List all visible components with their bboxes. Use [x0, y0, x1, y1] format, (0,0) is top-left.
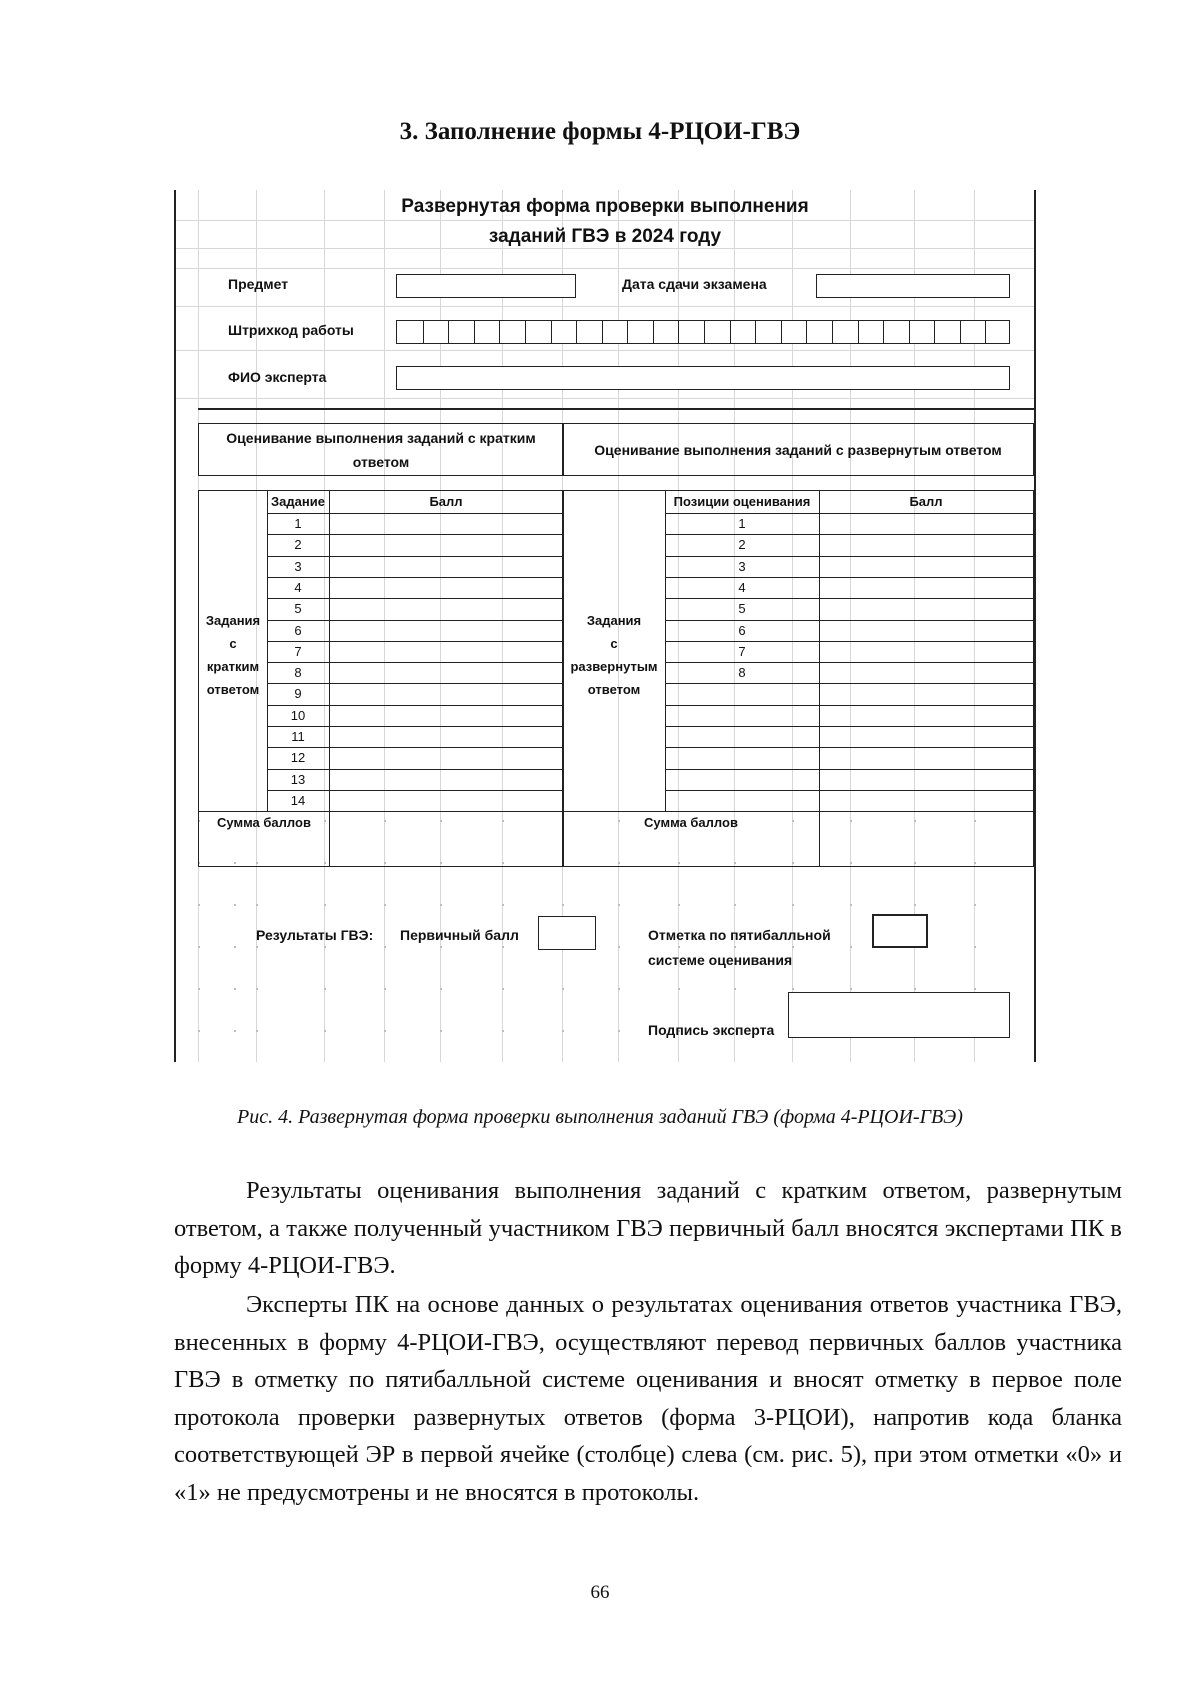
expert-name-label: ФИО эксперта [228, 369, 327, 385]
short-row-number: 7 [294, 643, 302, 659]
short-row-line [267, 641, 563, 642]
grid-dot [850, 904, 852, 906]
barcode-cell-divider [474, 321, 475, 343]
form-right-border [1034, 190, 1036, 1062]
short-row-line [267, 683, 563, 684]
grid-dot [974, 988, 976, 990]
group-label-line: ответом [587, 682, 641, 697]
long-row-number: 3 [738, 558, 746, 574]
barcode-cell-divider [755, 321, 756, 343]
short-row-line [267, 705, 563, 706]
signature-field[interactable] [788, 992, 1010, 1038]
short-col-score-header: Балл [429, 494, 463, 509]
grid-dot [562, 988, 564, 990]
long-row-line [665, 769, 1033, 770]
long-row-number: 8 [738, 665, 746, 681]
short-row-line [267, 747, 563, 748]
grid-dot [384, 1030, 386, 1032]
long-row-line [665, 534, 1033, 535]
grid-dot [850, 946, 852, 948]
grade-label-line2: системе оценивания [648, 952, 793, 968]
barcode-cell-divider [781, 321, 782, 343]
grid-dot [618, 946, 620, 948]
short-row-line [267, 577, 563, 578]
page-number: 66 [590, 1582, 610, 1603]
paragraph-2: Эксперты ПК на основе данных о результатах оценивания ответов участника ГВЭ, внесенных в форму 4-РЦОИ-ГВЭ, осуществляют перевод первичных баллов участника ГВЭ в отметку по пятибалльной системе оценивания и вносят отметку в первое поле протокола проверки развернутых ответов (форма 3-РЦОИ), напротив кода бланка соответствующей ЭР в первой ячейке (столбце) слева (см. рис. 5), при этом отметки «0» и «1» не предусмотрены и не вносятся в протоколы. [174, 1291, 1122, 1506]
short-row-line [267, 662, 563, 663]
grid-dot [440, 1030, 442, 1032]
long-row-number: 6 [738, 622, 746, 638]
grid-dot [734, 946, 736, 948]
group-label-line: с [610, 636, 618, 651]
long-answer-section-title [562, 423, 1034, 476]
exam-date-field[interactable] [816, 274, 1010, 298]
long-row-number: 1 [738, 516, 746, 531]
long-row-number: 5 [738, 601, 746, 617]
figure-caption: Рис. 4. Развернутая форма проверки выполнения заданий ГВЭ (форма 4-РЦОИ-ГВЭ) [237, 1106, 963, 1128]
short-group-label [199, 609, 267, 701]
barcode-cell-divider [602, 321, 603, 343]
paragraph-1: Результаты оценивания выполнения заданий с кратким ответом, развернутым ответом, а также полученный участником ГВЭ первичный балл вносятся экспертами ПК в форму 4-РЦОИ-ГВЭ. [174, 1177, 1122, 1279]
grade-field[interactable] [872, 914, 928, 948]
long-row-line [665, 790, 1033, 791]
grid-dot [502, 1030, 504, 1032]
long-row-line [665, 747, 1033, 748]
grid-dot [324, 904, 326, 906]
barcode-cell-divider [858, 321, 859, 343]
group-label-line: Задания [586, 613, 642, 628]
barcode-cell-divider [883, 321, 884, 343]
long-row-line [665, 705, 1033, 706]
grid-dot [324, 946, 326, 948]
grid-dot [792, 904, 794, 906]
short-row-number: 12 [290, 750, 306, 766]
primary-score-field[interactable] [538, 916, 596, 950]
short-row-line [267, 598, 563, 599]
grid-dot [234, 904, 236, 906]
short-task-col-divider [329, 491, 330, 866]
barcode-cell-divider [448, 321, 449, 343]
grid-dot [234, 1030, 236, 1032]
grid-dot [618, 904, 620, 906]
long-col-score-header: Балл [909, 494, 943, 509]
grid-row-line [174, 306, 1036, 307]
grid-dot [502, 988, 504, 990]
form-title-line2: заданий ГВЭ в 2024 году [488, 226, 722, 247]
grid-dot [440, 904, 442, 906]
long-col-position-header: Позиции оценивания [673, 494, 811, 509]
short-row-number: 6 [294, 622, 302, 638]
long-sum-label: Сумма баллов [644, 815, 738, 831]
short-col-task-header: Задание [271, 494, 325, 509]
barcode-field[interactable] [396, 320, 1010, 344]
long-row-number: 7 [738, 643, 746, 659]
barcode-cell-divider [832, 321, 833, 343]
barcode-cell-divider [934, 321, 935, 343]
barcode-cell-divider [499, 321, 500, 343]
long-row-line [665, 598, 1033, 599]
grid-row-line [174, 220, 1036, 221]
group-label-line: ответом [206, 682, 260, 697]
grid-dot [678, 988, 680, 990]
group-label-line: Задания [205, 613, 261, 628]
grid-dot [618, 1030, 620, 1032]
grid-dot [974, 904, 976, 906]
signature-label: Подпись эксперта [648, 1022, 775, 1038]
grid-dot [256, 988, 258, 990]
grid-dot [974, 946, 976, 948]
grid-dot [562, 1030, 564, 1032]
short-row-number: 1 [294, 516, 302, 531]
barcode-cell-divider [551, 321, 552, 343]
long-row-number: 2 [738, 537, 746, 553]
grid-dot [234, 988, 236, 990]
short-row-number: 13 [290, 771, 306, 787]
short-row-number: 9 [294, 686, 302, 702]
barcode-cell-divider [985, 321, 986, 343]
barcode-cell-divider [653, 321, 654, 343]
grid-row-line [174, 268, 1036, 269]
short-row-line [267, 769, 563, 770]
grid-dot [198, 904, 200, 906]
short-row-number: 10 [290, 707, 306, 723]
group-label-line: кратким [206, 659, 260, 674]
form-title-line1: Развернутая форма проверки выполнения [401, 196, 809, 217]
grid-dot [562, 904, 564, 906]
short-sum-line [199, 811, 563, 812]
grid-dot [734, 904, 736, 906]
grid-row-line [174, 248, 1036, 249]
short-header-line [267, 513, 563, 514]
grid-dot [384, 904, 386, 906]
section-heading: 3. Заполнение формы 4-РЦОИ-ГВЭ [399, 118, 801, 145]
grid-dot [792, 988, 794, 990]
barcode-label: Штрихкод работы [228, 322, 354, 338]
form-left-border [174, 190, 176, 1062]
form-4-rcoi-gve [174, 190, 1036, 1062]
primary-score-label: Первичный балл [400, 927, 519, 943]
grid-dot [256, 904, 258, 906]
grid-dot [384, 988, 386, 990]
barcode-cell-divider [525, 321, 526, 343]
short-row-number: 4 [294, 579, 302, 595]
short-row-number: 2 [294, 537, 302, 553]
grid-dot [734, 988, 736, 990]
short-sum-label: Сумма баллов [217, 815, 311, 831]
short-row-line [267, 726, 563, 727]
results-label: Результаты ГВЭ: [256, 927, 374, 943]
grid-dot [678, 946, 680, 948]
grid-dot [198, 946, 200, 948]
short-row-line [267, 620, 563, 621]
grid-row-line [174, 398, 1036, 399]
barcode-cell-divider [423, 321, 424, 343]
long-position-col-divider [819, 491, 820, 866]
barcode-cell-divider [909, 321, 910, 343]
grid-dot [384, 946, 386, 948]
grid-dot [850, 988, 852, 990]
long-row-line [665, 556, 1033, 557]
short-row-number: 8 [294, 665, 302, 681]
grid-dot [324, 1030, 326, 1032]
grid-dot [198, 1030, 200, 1032]
grid-dot [234, 946, 236, 948]
barcode-cell-divider [730, 321, 731, 343]
expert-name-field[interactable] [396, 366, 1010, 390]
long-row-line [665, 726, 1033, 727]
long-row-line [665, 662, 1033, 663]
short-row-line [267, 534, 563, 535]
long-answer-table [562, 490, 1034, 867]
grid-dot [256, 946, 258, 948]
short-answer-table [198, 490, 564, 867]
long-sum-line [563, 811, 1033, 812]
long-row-number: 4 [738, 579, 746, 595]
short-answer-section-text: Оценивание выполнения заданий с кратким ответом [226, 429, 536, 470]
barcode-cell-divider [806, 321, 807, 343]
barcode-cell-divider [704, 321, 705, 343]
group-label-line: развернутым [570, 659, 658, 674]
grid-dot [502, 946, 504, 948]
barcode-cell-divider [960, 321, 961, 343]
form-divider [198, 408, 1034, 410]
grid-dot [618, 988, 620, 990]
grid-dot [792, 946, 794, 948]
short-row-number: 14 [290, 792, 306, 808]
long-answer-section-text: Оценивание выполнения заданий с развернутым ответом [594, 441, 1002, 458]
long-group-label [563, 609, 665, 701]
short-answer-section-title [198, 423, 564, 476]
barcode-cell-divider [678, 321, 679, 343]
subject-field[interactable] [396, 274, 576, 298]
long-row-line [665, 641, 1033, 642]
subject-label: Предмет [228, 276, 289, 292]
grid-dot [324, 988, 326, 990]
grid-dot [198, 988, 200, 990]
grid-dot [914, 988, 916, 990]
long-header-line [665, 513, 1033, 514]
grid-dot [440, 988, 442, 990]
short-row-number: 3 [294, 558, 302, 574]
long-row-line [665, 620, 1033, 621]
barcode-cell-divider [627, 321, 628, 343]
grid-dot [678, 904, 680, 906]
grid-dot [440, 946, 442, 948]
short-row-number: 11 [291, 729, 305, 744]
group-label-line: с [229, 636, 237, 651]
barcode-cell-divider [576, 321, 577, 343]
short-row-number: 5 [294, 601, 302, 617]
long-row-line [665, 683, 1033, 684]
grid-row-line [174, 350, 1036, 351]
short-row-line [267, 556, 563, 557]
grade-label-line1: Отметка по пятибалльной [648, 927, 831, 943]
long-row-line [665, 577, 1033, 578]
grid-dot [256, 1030, 258, 1032]
grid-dot [914, 904, 916, 906]
short-row-line [267, 790, 563, 791]
grid-dot [502, 904, 504, 906]
exam-date-label: Дата сдачи экзамена [622, 276, 767, 292]
